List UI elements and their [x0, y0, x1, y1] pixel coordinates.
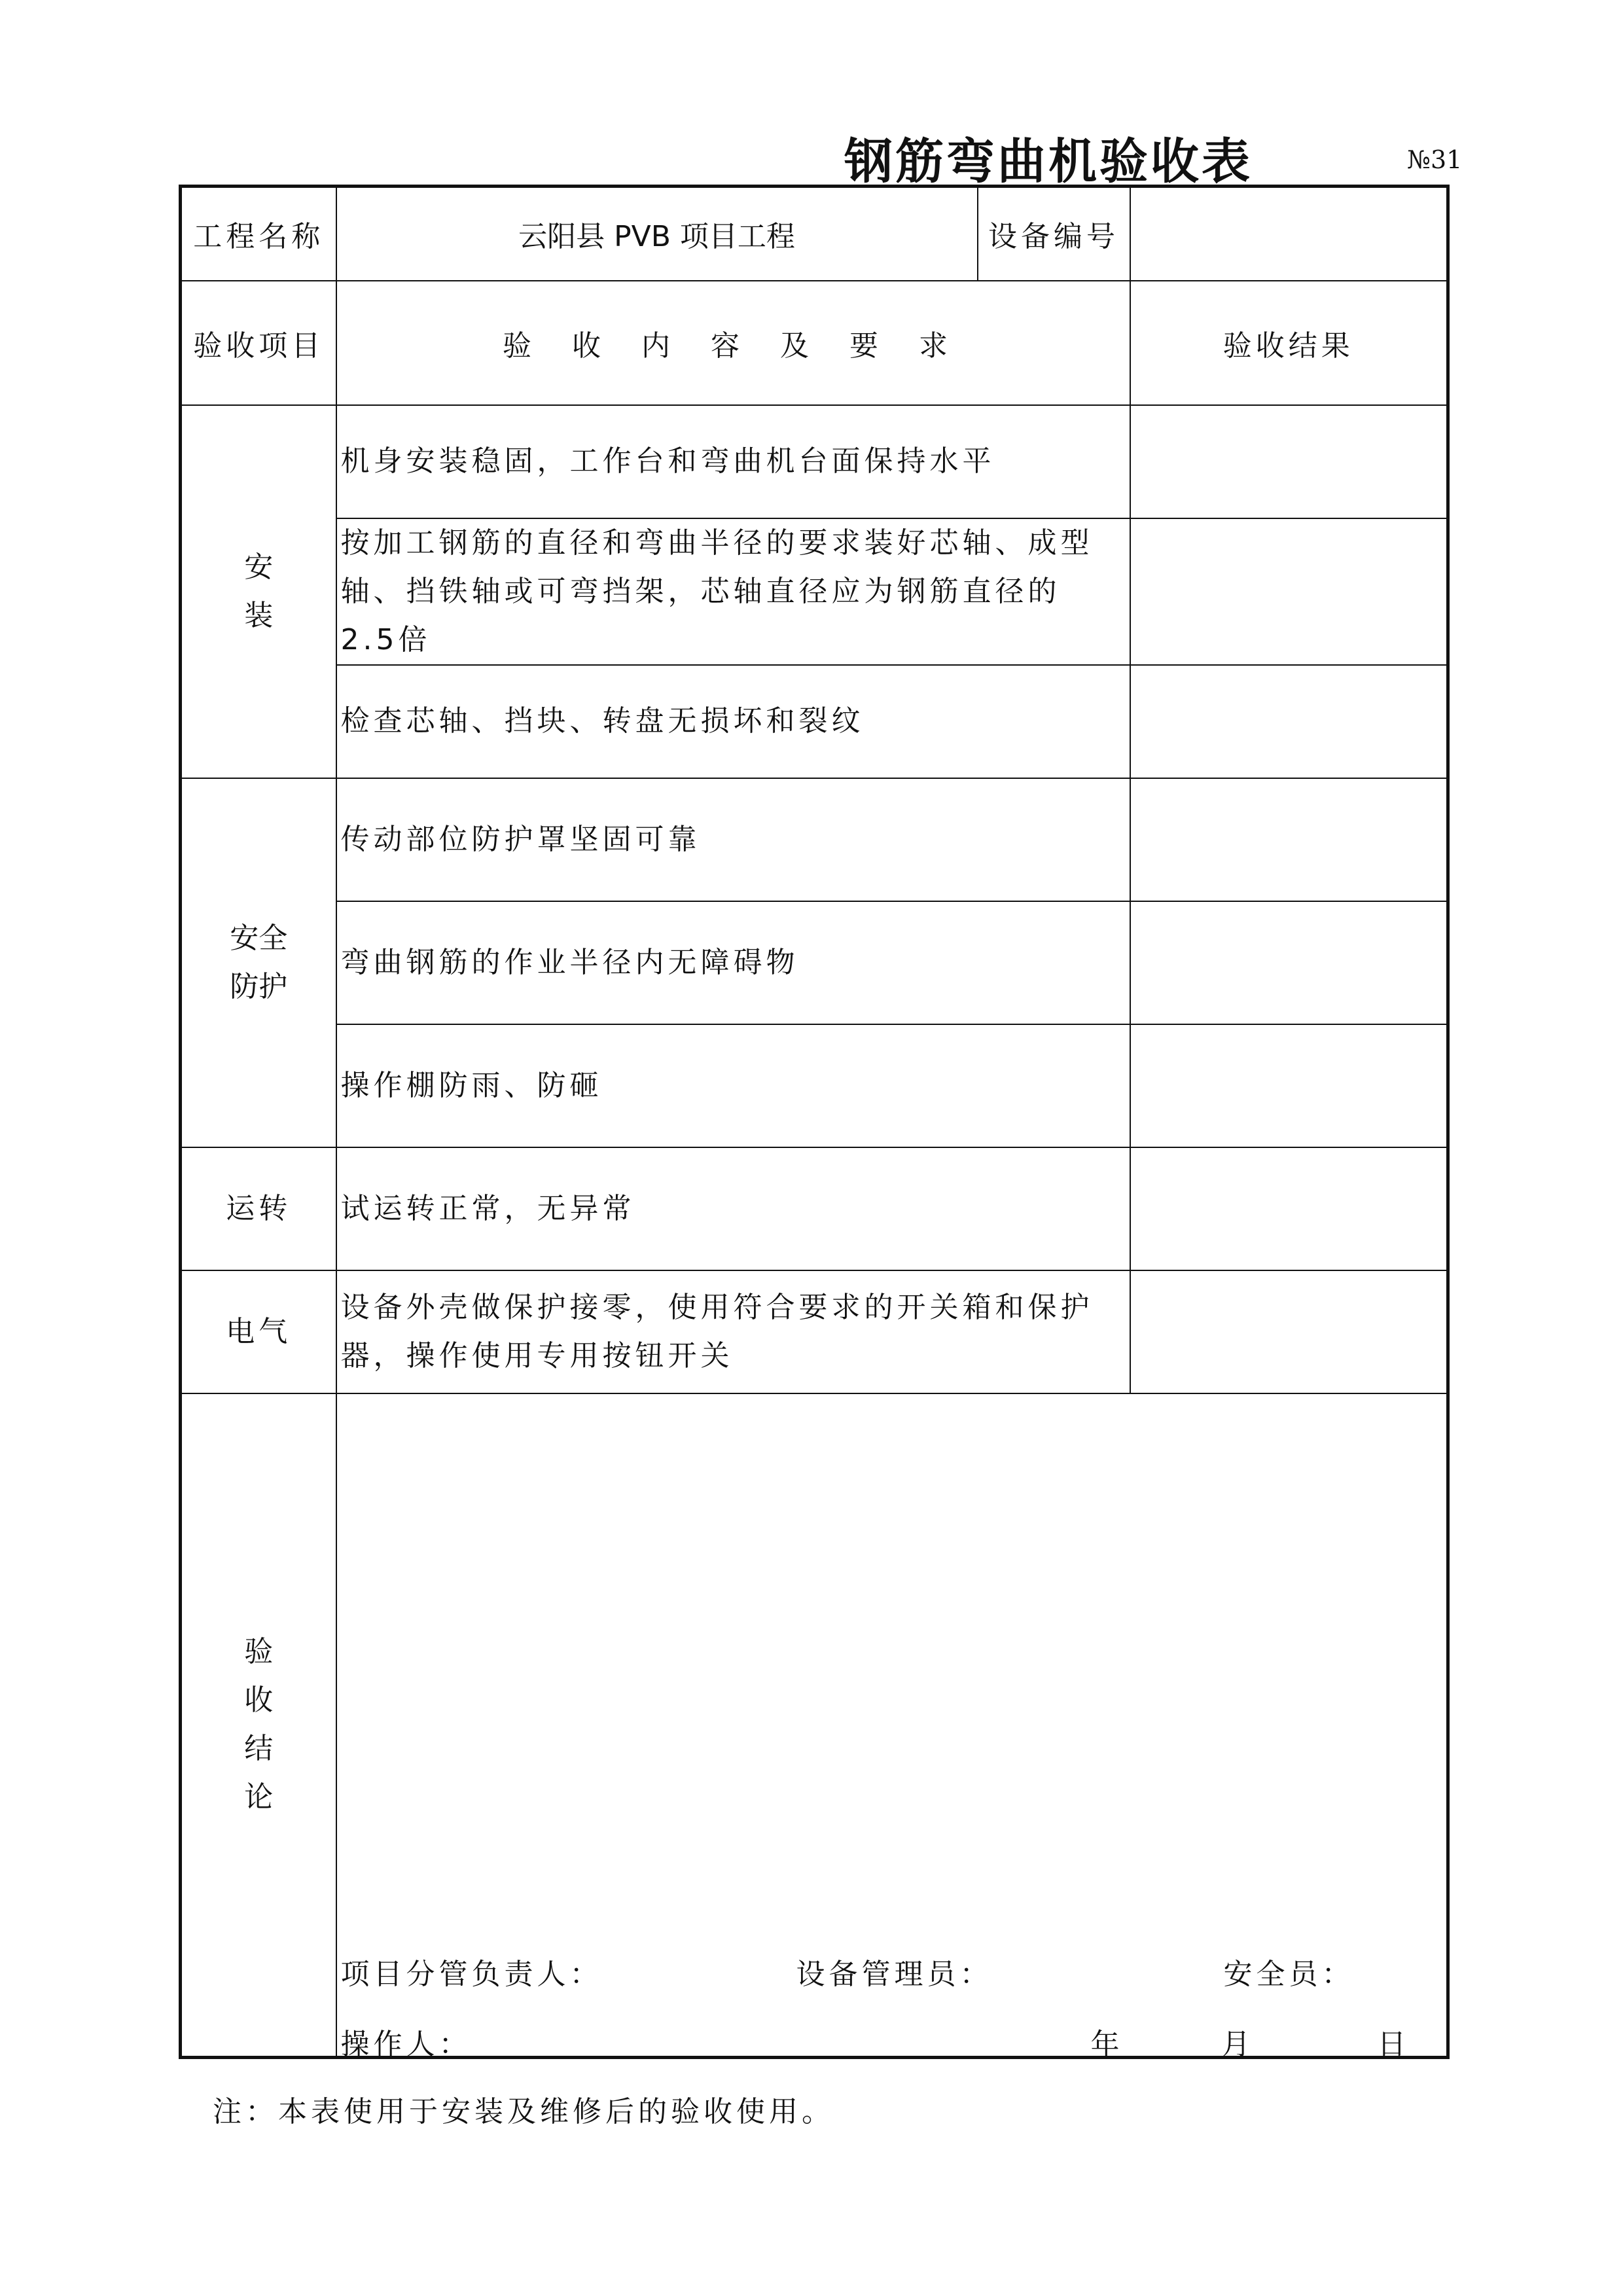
requirement-text: 按加工钢筋的直径和弯曲半径的要求装好芯轴、成型轴、挡铁轴或可弯挡架，芯轴直径应为钢筋直径的 2.5倍	[336, 518, 1130, 665]
section-label-text: 安全 防护	[230, 921, 288, 1003]
result-cell[interactable]	[1130, 901, 1448, 1024]
result-cell[interactable]	[1130, 1024, 1448, 1147]
requirement-text: 试运转正常，无异常	[336, 1147, 1130, 1270]
result-cell[interactable]	[1130, 405, 1448, 518]
section-label-electrical: 电气	[181, 1270, 336, 1393]
date-day-label: 日	[1377, 2027, 1410, 2061]
conclusion-row	[181, 1393, 1448, 2058]
result-cell[interactable]	[1130, 665, 1448, 778]
requirement-text: 设备外壳做保护接零，使用符合要求的开关箱和保护器，操作使用专用按钮开关	[336, 1270, 1130, 1393]
form-title: 钢筋弯曲机验收表	[844, 134, 1253, 190]
operator-signature-label: 操作人：	[340, 2027, 472, 2061]
result-cell[interactable]	[1130, 518, 1448, 665]
result-cell[interactable]	[1130, 1270, 1448, 1393]
document-number: №31	[1407, 145, 1463, 174]
result-cell[interactable]	[1130, 778, 1448, 901]
date-month-label: 月	[1221, 2027, 1255, 2061]
table-row	[181, 1024, 1448, 1147]
column-header-content: 验 收 内 容 及 要 求	[336, 281, 1130, 405]
section-label-installation	[181, 405, 336, 778]
date-year-label: 年	[1090, 2027, 1124, 2061]
equipment-manager-signature-label: 设备管理员：	[796, 1957, 993, 1991]
project-name-label: 工程名称	[181, 187, 336, 281]
table-row	[181, 901, 1448, 1024]
safety-officer-signature-label: 安全员：	[1223, 1957, 1355, 1991]
table-row	[181, 778, 1448, 901]
requirement-text: 机身安装稳固，工作台和弯曲机台面保持水平	[336, 405, 1130, 518]
column-header-row	[181, 281, 1448, 405]
conclusion-area[interactable]	[336, 1393, 1448, 2061]
table-row	[181, 405, 1448, 518]
requirement-text: 操作棚防雨、防砸	[336, 1024, 1130, 1147]
result-cell[interactable]	[1130, 1147, 1448, 1270]
section-label-text: 验 收 结 论	[244, 1635, 274, 1814]
table-row	[181, 1147, 1448, 1270]
section-label-conclusion	[181, 1393, 336, 2058]
acceptance-table	[179, 185, 1450, 2059]
footnote: 注：本表使用于安装及维修后的验收使用。	[213, 2095, 834, 2128]
section-label-safety	[181, 778, 336, 1147]
column-header-item: 验收项目	[181, 281, 336, 405]
table-row	[181, 665, 1448, 778]
equipment-number-value[interactable]	[1130, 187, 1448, 281]
section-label-operation: 运转	[181, 1147, 336, 1270]
equipment-number-label: 设备编号	[978, 187, 1130, 281]
project-name-value[interactable]: 云阳县 PVB 项目工程	[336, 187, 978, 281]
section-label-text: 安 装	[244, 550, 274, 632]
column-header-result: 验收结果	[1130, 281, 1448, 405]
requirement-text: 传动部位防护罩坚固可靠	[336, 778, 1130, 901]
requirement-text: 弯曲钢筋的作业半径内无障碍物	[336, 901, 1130, 1024]
requirement-text: 检查芯轴、挡块、转盘无损坏和裂纹	[336, 665, 1130, 778]
project-header-row	[181, 187, 1448, 281]
table-row	[181, 1270, 1448, 1393]
project-manager-signature-label: 项目分管负责人：	[340, 1957, 603, 1991]
table-row	[181, 518, 1448, 665]
